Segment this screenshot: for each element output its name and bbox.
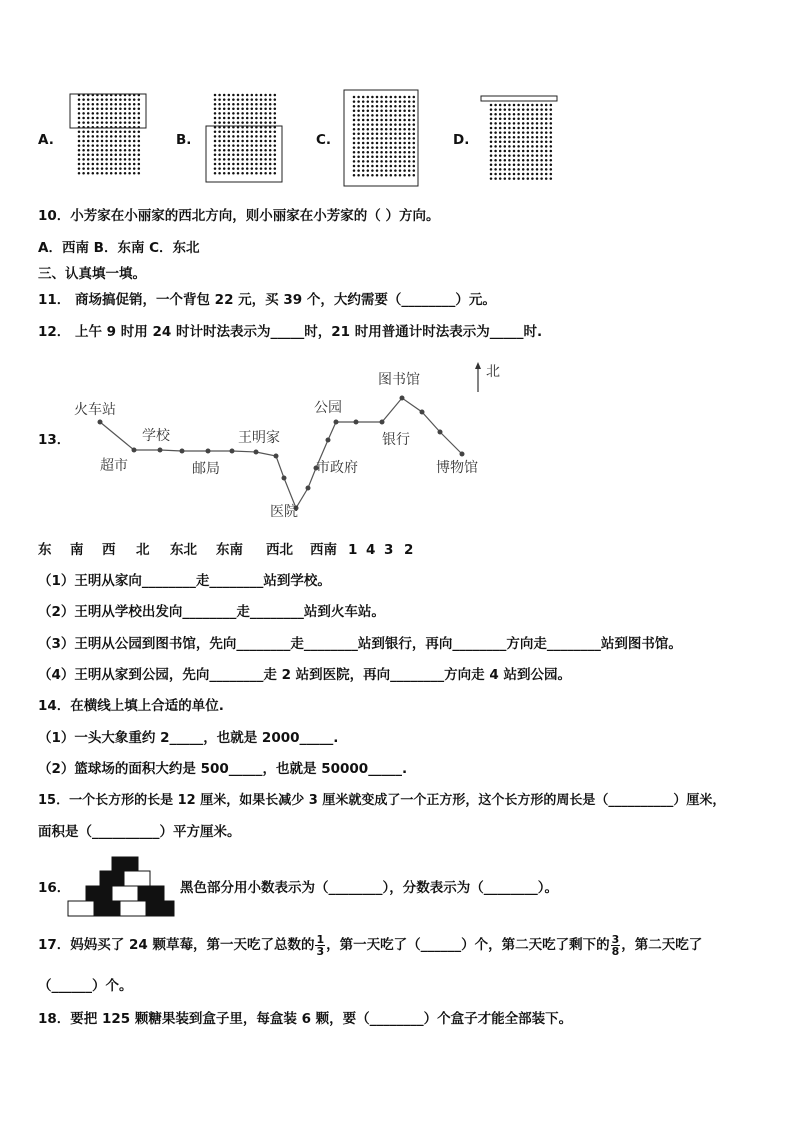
question-12: 12． 上午 9 时用 24 时计时法表示为_____时，21 时用普通计时法表示为_____时. — [38, 324, 543, 340]
place-library: 图书馆 — [378, 372, 420, 388]
q17-part-1: 17．妈妈买了 24 颗草莓，第一天吃了总数的 — [38, 937, 315, 953]
place-hospital: 医院 — [270, 504, 298, 520]
block-figure — [66, 856, 178, 918]
question-14-item-2: （2）篮球场的面积大约是 500_____，也就是 50000_____. — [38, 761, 408, 777]
word-bank-item: 西南 — [310, 542, 337, 558]
route-map — [64, 356, 514, 524]
question-11: 11． 商场搞促销，一个背包 22 元，买 39 个，大约需要（________）元。 — [38, 292, 496, 308]
question-13-item-2: （2）王明从学校出发向________走________站到火车站。 — [38, 604, 385, 620]
option-c-figure — [340, 86, 424, 190]
place-park: 公园 — [314, 400, 342, 416]
fraction-three-eighths: $\frac{3}{8}$ — [611, 932, 620, 958]
place-bank: 银行 — [382, 432, 410, 448]
question-10-choices: A．西南 B．东南 C．东北 — [38, 240, 200, 256]
word-bank-item: 4 — [366, 542, 376, 558]
north-label: 北 — [486, 364, 500, 380]
question-13-item-4: （4）王明从家到公园，先向________走 2 站到医院，再向________方向走 4 站到公园。 — [38, 667, 571, 683]
question-18: 18．要把 125 颗糖果装到盒子里，每盒装 6 颗，要（________）个盒子才能全部装下。 — [38, 1011, 573, 1027]
place-school: 学校 — [142, 428, 170, 444]
word-bank — [38, 542, 458, 558]
option-c-label: C. — [316, 132, 332, 148]
place-post-office: 邮局 — [192, 461, 220, 477]
word-bank-item: 东南 — [216, 542, 243, 558]
place-train-station: 火车站 — [74, 402, 116, 418]
north-arrow — [475, 362, 500, 392]
word-bank-item: 3 — [384, 542, 394, 558]
question-13-number: 13． — [38, 432, 71, 448]
word-bank-item: 北 — [136, 542, 150, 558]
question-13-item-3: （3）王明从公园到图书馆，先向________走________站到银行，再向________方向走________站到图书馆。 — [38, 636, 682, 652]
question-17-line-1 — [38, 930, 702, 960]
question-14-item-1: （1）一头大象重约 2_____，也就是 2000_____. — [38, 730, 339, 746]
question-14: 14．在横线上填上合适的单位. — [38, 698, 224, 714]
question-13-item-1: （1）王明从家向________走________站到学校。 — [38, 573, 331, 589]
question-17-line-2: （______）个。 — [38, 978, 133, 994]
question-16-number: 16． — [38, 880, 71, 896]
question-10: 10．小芳家在小丽家的西北方向，则小丽家在小芳家的（ ）方向。 — [38, 208, 440, 224]
option-b-figure — [202, 90, 288, 186]
place-museum: 博物馆 — [436, 460, 478, 476]
option-a-label: A. — [38, 132, 54, 148]
word-bank-item: 南 — [70, 542, 84, 558]
option-a-figure — [66, 90, 152, 186]
word-bank-item: 东北 — [170, 542, 197, 558]
word-bank-item: 西北 — [266, 542, 293, 558]
question-15-line-2: 面积是（__________）平方厘米。 — [38, 824, 241, 840]
option-b-label: B. — [176, 132, 192, 148]
q17-part-3: ，第二天吃了 — [621, 937, 703, 953]
word-bank-item: 2 — [404, 542, 414, 558]
question-16-text: 黑色部分用小数表示为（________），分数表示为（________）。 — [180, 880, 558, 896]
fraction-one-third: $\frac{1}{3}$ — [316, 932, 325, 958]
question-15-line-1: 15．一个长方形的长是 12 厘米，如果长减少 3 厘米就变成了一个正方形，这个长方形的周长是（__________）厘米， — [38, 793, 726, 808]
q17-part-2: ，第一天吃了（______）个，第二天吃了剩下的 — [326, 937, 610, 953]
place-supermarket: 超市 — [100, 458, 128, 474]
place-city-hall: 市政府 — [316, 460, 358, 476]
option-d-figure — [478, 92, 562, 188]
word-bank-item: 东 — [38, 542, 52, 558]
word-bank-item: 西 — [102, 542, 116, 558]
word-bank-item: 1 — [348, 542, 358, 558]
place-wangming-home: 王明家 — [238, 430, 280, 446]
option-d-label: D. — [453, 132, 470, 148]
section-title: 三、认真填一填。 — [38, 266, 146, 282]
